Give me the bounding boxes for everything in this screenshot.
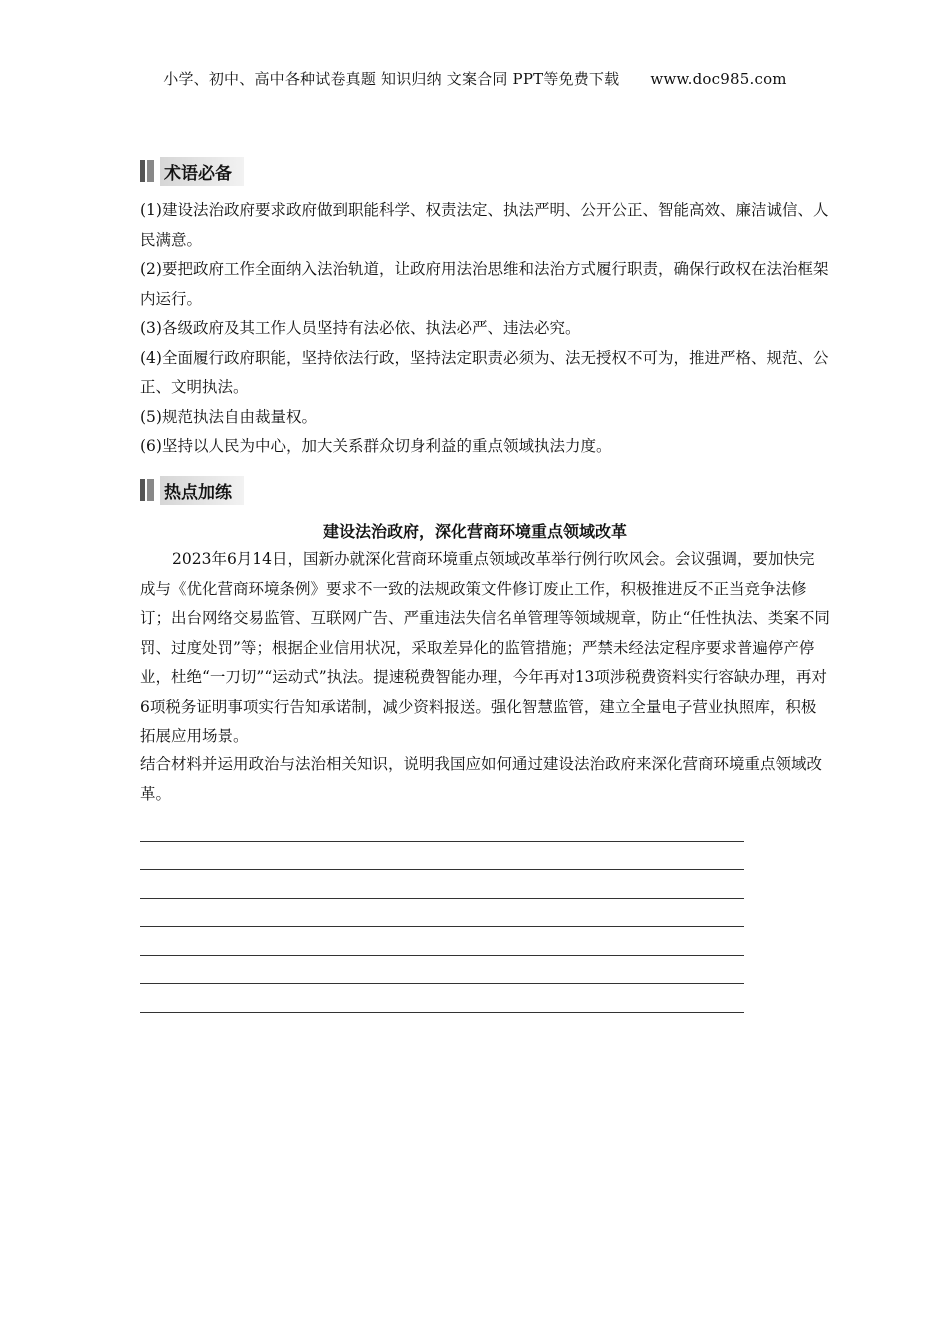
term-item: (5)规范执法自由裁量权。 [140, 407, 317, 426]
section-marker-icon [140, 479, 154, 501]
answer-line[interactable] [140, 899, 744, 928]
material-paragraph [140, 545, 830, 752]
section-marker-icon [140, 160, 154, 182]
answer-line[interactable] [140, 870, 744, 899]
answer-line[interactable] [140, 842, 744, 871]
terms-list [140, 196, 830, 462]
answer-line[interactable] [140, 984, 744, 1013]
answer-line[interactable] [140, 956, 744, 985]
answer-line[interactable] [140, 813, 744, 842]
header-site: www.doc985.com [650, 70, 787, 88]
question-text: 结合材料并运用政治与法治相关知识，说明我国应如何通过建设法治政府来深化营商环境重点领域改革。 [140, 755, 823, 803]
term-item: (2)要把政府工作全面纳入法治轨道，让政府用法治思维和法治方式履行职责，确保行政权在法治框架内运行。 [140, 260, 829, 308]
term-item: (6)坚持以人民为中心，加大关系群众切身利益的重点领域执法力度。 [140, 437, 612, 455]
term-item: (4)全面履行政府职能，坚持依法行政，坚持法定职责必须为、法无授权不可为，推进严格、规范、公正、文明执法。 [140, 348, 829, 396]
material-text: 2023年6月14日，国新办就深化营商环境重点领域改革举行例行吹风会。会议强调，要加快完成与《优化营商环境条例》要求不一致的法规政策文件修订废止工作，积极推进反不正当竞争法修订；出台网络交易监管、互联网广告、严重违法失信名单管理等领域规章，防止“任性执法、类案不同罚、过度处罚”等；根据企业信用状况，采取差异化的监管措施；严禁未经法定程序要求普遍停产停业，杜绝“一刀切”“运动式”执法。提速税费智能办理，今年再对13项涉税费资料实行容缺办理，再对6项税务证明事项实行告知承诺制，减少资料报送。强化智慧监管，建立全量电子营业执照库，积极拓展应用场景。 [140, 550, 830, 745]
header-text: 小学、初中、高中各种试卷真题 知识归纳 文案合同 PPT等免费下载 [163, 70, 620, 88]
terms-section-title [140, 158, 244, 184]
practice-heading: 建设法治政府，深化营商环境重点领域改革 [322, 522, 627, 541]
term-item: (1)建设法治政府要求政府做到职能科学、权责法定、执法严明、公开公正、智能高效、廉洁诚信、人民满意。 [140, 201, 829, 249]
answer-area[interactable] [140, 813, 744, 1013]
question-block [140, 750, 830, 809]
answer-line[interactable] [140, 927, 744, 956]
page-header [0, 68, 950, 89]
practice-section-title [140, 477, 244, 503]
terms-title-label: 术语必备 [160, 157, 244, 186]
term-item: (3)各级政府及其工作人员坚持有法必依、执法必严、违法必究。 [140, 319, 581, 337]
practice-title-label: 热点加练 [160, 476, 244, 505]
